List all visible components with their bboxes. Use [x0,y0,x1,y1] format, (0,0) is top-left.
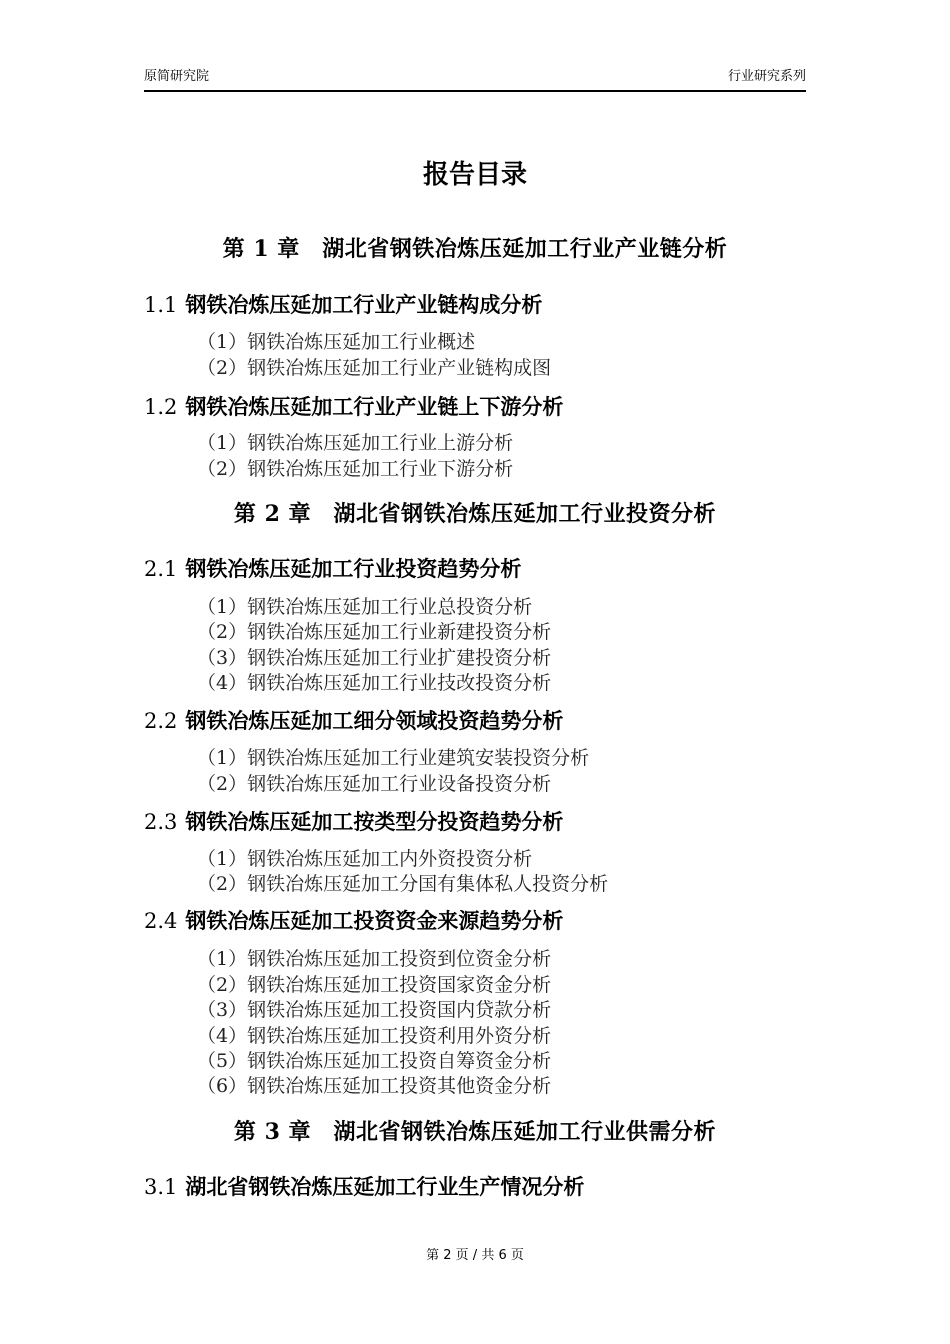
section-1-1 [144,290,542,320]
toc-item: （1）钢铁冶炼压延加工行业建筑安装投资分析 [197,747,590,769]
section-number: 2.1 [144,557,178,581]
chapter-1-heading: 第 1 章 湖北省钢铁冶炼压延加工行业产业链分析 [222,236,728,262]
section-title: 钢铁冶炼压延加工行业投资趋势分析 [185,556,522,581]
toc-item: （1）钢铁冶炼压延加工行业总投资分析 [197,596,533,618]
toc-item: （2）钢铁冶炼压延加工行业下游分析 [197,458,514,480]
header-series: 行业研究系列 [727,69,806,84]
section-2-2 [144,706,563,736]
toc-item: （4）钢铁冶炼压延加工投资利用外资分析 [197,1025,552,1047]
toc-item: （3）钢铁冶炼压延加工行业扩建投资分析 [197,647,552,669]
section-2-3 [144,807,563,837]
section-title: 钢铁冶炼压延加工细分领域投资趋势分析 [185,708,564,733]
header-org: 原简研究院 [144,69,210,84]
toc-item: （2）钢铁冶炼压延加工分国有集体私人投资分析 [197,873,609,895]
section-title: 钢铁冶炼压延加工行业产业链构成分析 [185,292,543,317]
section-number: 1.1 [144,293,178,317]
section-2-4 [144,906,563,936]
section-number: 2.3 [144,810,178,834]
chapter-2-heading: 第 2 章 湖北省钢铁冶炼压延加工行业投资分析 [233,501,717,527]
section-1-2 [144,392,563,422]
section-number: 1.2 [144,395,178,419]
toc-item: （3）钢铁冶炼压延加工投资国内贷款分析 [197,999,552,1021]
section-number: 2.4 [144,909,178,933]
toc-item: （6）钢铁冶炼压延加工投资其他资金分析 [197,1075,552,1097]
section-title: 湖北省钢铁冶炼压延加工行业生产情况分析 [185,1174,585,1199]
page-title: 报告目录 [422,160,527,190]
section-number: 3.1 [144,1175,178,1199]
section-2-1 [144,554,521,584]
page-footer: 第 2 页 / 共 6 页 [426,1248,524,1263]
toc-item: （1）钢铁冶炼压延加工行业概述 [197,331,476,353]
chapter-3-heading: 第 3 章 湖北省钢铁冶炼压延加工行业供需分析 [233,1119,717,1145]
section-3-1 [144,1172,584,1202]
toc-item: （2）钢铁冶炼压延加工行业设备投资分析 [197,773,552,795]
toc-item: （1）钢铁冶炼压延加工投资到位资金分析 [197,948,552,970]
toc-item: （2）钢铁冶炼压延加工行业新建投资分析 [197,621,552,643]
section-title: 钢铁冶炼压延加工行业产业链上下游分析 [185,394,564,419]
toc-item: （5）钢铁冶炼压延加工投资自筹资金分析 [197,1050,552,1072]
toc-item: （2）钢铁冶炼压延加工投资国家资金分析 [197,974,552,996]
toc-item: （1）钢铁冶炼压延加工内外资投资分析 [197,848,533,870]
toc-item: （2）钢铁冶炼压延加工行业产业链构成图 [197,357,552,379]
section-number: 2.2 [144,709,178,733]
section-title: 钢铁冶炼压延加工按类型分投资趋势分析 [185,809,564,834]
toc-item: （1）钢铁冶炼压延加工行业上游分析 [197,432,514,454]
toc-item: （4）钢铁冶炼压延加工行业技改投资分析 [197,672,552,694]
section-title: 钢铁冶炼压延加工投资资金来源趋势分析 [185,908,564,933]
page-header [144,66,806,92]
